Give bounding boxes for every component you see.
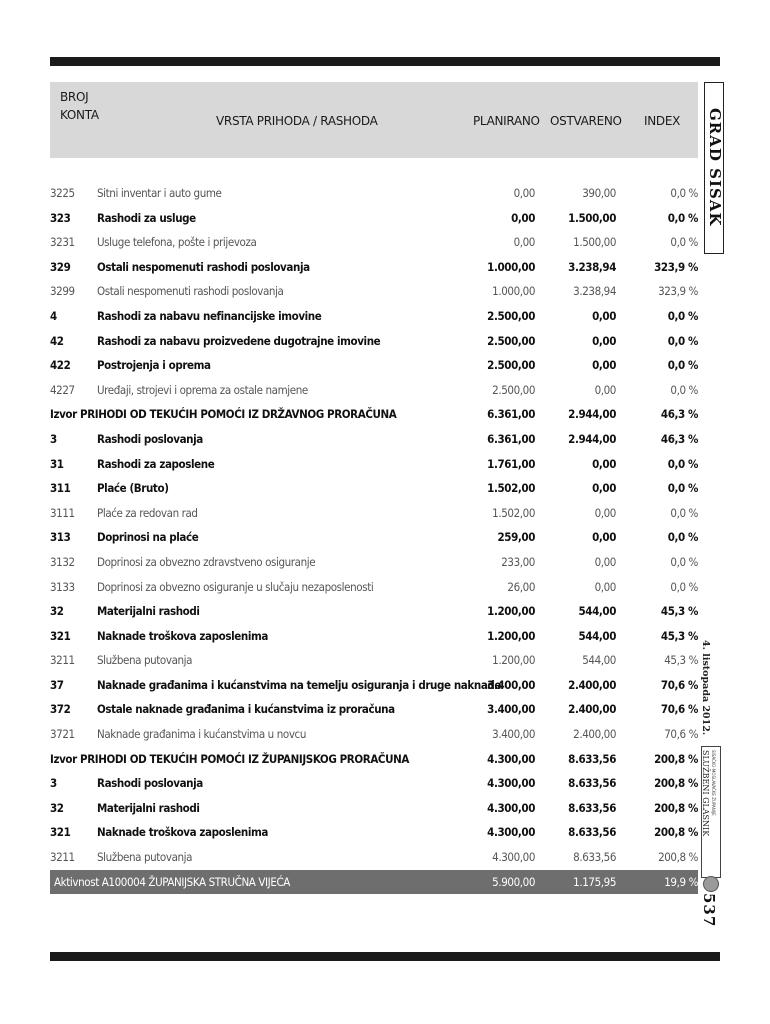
row-index: 200,8 %	[658, 850, 698, 865]
row-ostvareno: 3.238,94	[573, 284, 616, 299]
row-name: Službena putovanja	[97, 850, 193, 865]
row-index: 0,0 %	[670, 505, 698, 520]
row-ostvareno: 8.633,56	[568, 825, 616, 840]
side-glasnik: SLUŽBENI GLASNIK	[701, 750, 710, 837]
row-index: 70,6 %	[660, 702, 698, 717]
row-code: 32	[50, 604, 64, 619]
row-ostvareno: 2.944,00	[568, 407, 616, 422]
table-row	[50, 353, 698, 378]
row-ostvareno: 1.175,95	[573, 874, 616, 889]
row-planirano: 2.500,00	[487, 358, 535, 373]
row-ostvareno: 544,00	[578, 628, 616, 643]
row-index: 0,0 %	[667, 358, 698, 373]
row-code: 3299	[50, 284, 75, 299]
row-code: 3	[50, 776, 57, 791]
row-ostvareno: 0,00	[592, 530, 616, 545]
row-ostvareno: 8.633,56	[568, 800, 616, 815]
table-header	[50, 82, 698, 158]
table-row	[50, 452, 698, 477]
row-name: Izvor PRIHODI OD TEKUĆIH POMOĆI IZ ŽUPANIJSKOG PRORAČUNA	[50, 751, 409, 766]
row-code: 313	[50, 530, 71, 545]
row-index: 46,3 %	[660, 431, 698, 446]
row-name: Službena putovanja	[97, 653, 193, 668]
row-name: Doprinosi za obvezno osiguranje u slučaju nezaposlenosti	[97, 579, 374, 594]
row-ostvareno: 544,00	[578, 604, 616, 619]
row-planirano: 4.300,00	[487, 776, 535, 791]
table-row	[50, 255, 698, 280]
row-code: 321	[50, 825, 71, 840]
row-planirano: 2.500,00	[487, 308, 535, 323]
row-name: Naknade troškova zaposlenima	[97, 825, 268, 840]
row-name: Plaće za redovan rad	[97, 505, 198, 520]
row-planirano: 0,00	[513, 235, 535, 250]
page-number: 537	[700, 893, 718, 928]
row-code: 422	[50, 358, 71, 373]
row-ostvareno: 0,00	[594, 505, 616, 520]
row-ostvareno: 0,00	[594, 382, 616, 397]
activity-row	[50, 870, 698, 895]
row-ostvareno: 8.633,56	[568, 776, 616, 791]
row-ostvareno: 390,00	[582, 186, 616, 200]
row-index: 0,0 %	[667, 210, 698, 225]
row-index: 323,9 %	[654, 259, 698, 274]
table-row	[50, 820, 698, 845]
row-ostvareno: 8.633,56	[568, 751, 616, 766]
header-planirano: PLANIRANO	[473, 114, 540, 128]
row-ostvareno: 2.944,00	[568, 431, 616, 446]
header-konta: KONTA	[60, 108, 99, 122]
row-planirano: 1.000,00	[492, 284, 535, 299]
row-index: 0,0 %	[670, 186, 698, 200]
row-planirano: 4.300,00	[487, 825, 535, 840]
source-row	[50, 747, 698, 772]
row-index: 200,8 %	[654, 800, 698, 815]
table-row	[50, 181, 698, 206]
row-name: Naknade građanima i kućanstvima na temelju osiguranja i druge naknade	[97, 677, 502, 692]
table-row	[50, 525, 698, 550]
row-name: Materijalni rashodi	[97, 604, 200, 619]
table-row	[50, 304, 698, 329]
table-row	[50, 648, 698, 673]
table-row	[50, 697, 698, 722]
row-name: Usluge telefona, pošte i prijevoza	[97, 235, 257, 250]
row-planirano: 1.200,00	[492, 653, 535, 668]
table-row	[50, 722, 698, 747]
row-code: 3	[50, 431, 57, 446]
top-rule	[50, 57, 720, 66]
row-name: Izvor PRIHODI OD TEKUĆIH POMOĆI IZ DRŽAVNOG PRORAČUNA	[50, 407, 397, 422]
row-ostvareno: 0,00	[592, 333, 616, 348]
row-ostvareno: 2.400,00	[573, 727, 616, 742]
row-index: 45,3 %	[664, 653, 698, 668]
row-code: 4	[50, 308, 57, 323]
row-name: Ostali nespomenuti rashodi poslovanja	[97, 259, 310, 274]
row-index: 70,6 %	[660, 677, 698, 692]
row-code: 372	[50, 702, 71, 717]
table-row	[50, 771, 698, 796]
row-code: 31	[50, 456, 64, 471]
row-planirano: 1.200,00	[487, 628, 535, 643]
row-index: 70,6 %	[664, 727, 698, 742]
row-code: 329	[50, 259, 71, 274]
row-code: 3111	[50, 505, 75, 520]
table-row	[50, 279, 698, 304]
row-code: 42	[50, 333, 64, 348]
row-name: Rashodi za zaposlene	[97, 456, 215, 471]
row-code: 323	[50, 210, 71, 225]
row-ostvareno: 0,00	[592, 308, 616, 323]
row-name: Ostale naknade građanima i kućanstvima iz proračuna	[97, 702, 395, 717]
row-ostvareno: 0,00	[594, 554, 616, 569]
row-planirano: 2.500,00	[492, 382, 535, 397]
row-index: 200,8 %	[654, 751, 698, 766]
table-row	[50, 673, 698, 698]
row-ostvareno: 0,00	[592, 456, 616, 471]
row-name: Ostali nespomenuti rashodi poslovanja	[97, 284, 284, 299]
row-index: 200,8 %	[654, 825, 698, 840]
side-date: 4. listopada 2012.	[700, 640, 711, 736]
row-index: 0,0 %	[667, 308, 698, 323]
row-index: 0,0 %	[670, 382, 698, 397]
row-name: Plaće (Bruto)	[97, 481, 169, 496]
side-glasnik-sub: SISAČKO-MOSLAVAČKE ŽUPANIJE	[711, 750, 716, 816]
row-ostvareno: 0,00	[592, 358, 616, 373]
row-name: Doprinosi na plaće	[97, 530, 199, 545]
table-body	[50, 181, 698, 894]
row-ostvareno: 2.400,00	[568, 677, 616, 692]
header-ostvareno: OSTVARENO	[550, 114, 622, 128]
row-planirano: 3.400,00	[487, 702, 535, 717]
header-index: INDEX	[644, 114, 681, 128]
bottom-rule	[50, 952, 720, 961]
row-planirano: 0,00	[513, 186, 535, 200]
row-code: 3211	[50, 850, 75, 865]
row-index: 45,3 %	[660, 604, 698, 619]
row-index: 0,0 %	[670, 235, 698, 250]
row-name: Rashodi poslovanja	[97, 431, 203, 446]
row-planirano: 2.500,00	[487, 333, 535, 348]
row-code: 321	[50, 628, 71, 643]
table-row	[50, 575, 698, 600]
table-row	[50, 427, 698, 452]
row-planirano: 4.300,00	[487, 751, 535, 766]
source-row	[50, 402, 698, 427]
row-index: 323,9 %	[658, 284, 698, 299]
header-broj: BROJ	[60, 90, 89, 104]
row-planirano: 259,00	[497, 530, 535, 545]
row-ostvareno: 0,00	[594, 579, 616, 594]
row-ostvareno: 8.633,56	[573, 850, 616, 865]
row-planirano: 5.900,00	[492, 874, 535, 889]
row-name: Sitni inventar i auto gume	[97, 186, 222, 200]
table-row	[50, 206, 698, 231]
row-code: 37	[50, 677, 64, 692]
row-name: Rashodi za nabavu proizvedene dugotrajne imovine	[97, 333, 381, 348]
table-row	[50, 329, 698, 354]
row-planirano: 4.300,00	[492, 850, 535, 865]
row-planirano: 6.361,00	[487, 407, 535, 422]
row-planirano: 1.200,00	[487, 604, 535, 619]
table-row	[50, 230, 698, 255]
row-index: 46,3 %	[660, 407, 698, 422]
row-planirano: 1.761,00	[487, 456, 535, 471]
row-ostvareno: 1.500,00	[573, 235, 616, 250]
row-code: 3225	[50, 186, 75, 200]
row-index: 0,0 %	[670, 579, 698, 594]
header-broj-konta	[60, 88, 99, 124]
row-code: 3211	[50, 653, 75, 668]
row-index: 0,0 %	[667, 333, 698, 348]
row-planirano: 1.502,00	[492, 505, 535, 520]
row-index: 0,0 %	[670, 554, 698, 569]
row-code: 3133	[50, 579, 75, 594]
row-name: Aktivnost A100004 ŽUPANIJSKA STRUČNA VIJEĆA	[54, 874, 290, 889]
row-code: 32	[50, 800, 64, 815]
row-index: 19,9 %	[664, 874, 698, 889]
coat-of-arms-icon	[703, 876, 719, 892]
table-row	[50, 796, 698, 821]
row-name: Naknade građanima i kućanstvima u novcu	[97, 727, 306, 742]
table-row	[50, 845, 698, 870]
row-planirano: 6.361,00	[487, 431, 535, 446]
row-name: Doprinosi za obvezno zdravstveno osiguranje	[97, 554, 316, 569]
row-index: 0,0 %	[667, 530, 698, 545]
row-ostvareno: 1.500,00	[568, 210, 616, 225]
row-code: 3132	[50, 554, 75, 569]
row-planirano: 3.400,00	[487, 677, 535, 692]
row-planirano: 0,00	[511, 210, 535, 225]
row-planirano: 26,00	[507, 579, 535, 594]
table-row	[50, 378, 698, 403]
row-ostvareno: 544,00	[582, 653, 616, 668]
row-index: 0,0 %	[667, 456, 698, 471]
table-row	[50, 501, 698, 526]
row-planirano: 1.502,00	[487, 481, 535, 496]
table-row	[50, 476, 698, 501]
row-planirano: 233,00	[501, 554, 535, 569]
row-planirano: 4.300,00	[487, 800, 535, 815]
header-vrsta: VRSTA PRIHODA / RASHODA	[216, 114, 378, 128]
row-name: Naknade troškova zaposlenima	[97, 628, 268, 643]
row-name: Materijalni rashodi	[97, 800, 200, 815]
row-index: 45,3 %	[660, 628, 698, 643]
table-row	[50, 624, 698, 649]
row-ostvareno: 2.400,00	[568, 702, 616, 717]
row-ostvareno: 3.238,94	[568, 259, 616, 274]
row-code: 4227	[50, 382, 75, 397]
row-name: Rashodi za usluge	[97, 210, 196, 225]
side-title: GRAD SISAK	[706, 107, 724, 227]
row-planirano: 3.400,00	[492, 727, 535, 742]
row-planirano: 1.000,00	[487, 259, 535, 274]
table-row	[50, 599, 698, 624]
row-code: 3721	[50, 727, 75, 742]
row-code: 311	[50, 481, 71, 496]
row-name: Rashodi poslovanja	[97, 776, 203, 791]
row-index: 0,0 %	[667, 481, 698, 496]
row-name: Postrojenja i oprema	[97, 358, 211, 373]
row-name: Rashodi za nabavu nefinancijske imovine	[97, 308, 322, 323]
row-code: 3231	[50, 235, 75, 250]
row-index: 200,8 %	[654, 776, 698, 791]
row-name: Uređaji, strojevi i oprema za ostale namjene	[97, 382, 308, 397]
row-ostvareno: 0,00	[592, 481, 616, 496]
table-row	[50, 550, 698, 575]
